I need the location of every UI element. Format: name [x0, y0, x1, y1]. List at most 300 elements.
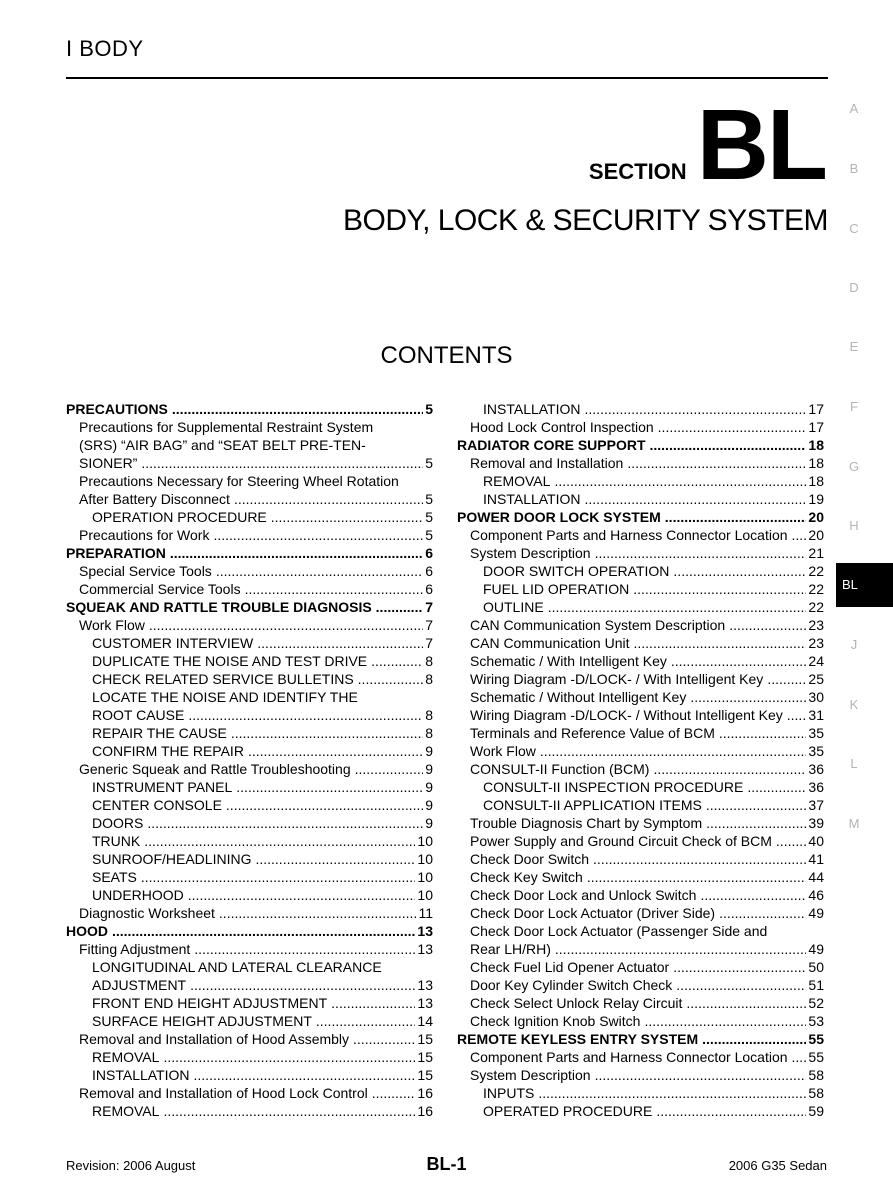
toc-leader-dots: [144, 832, 415, 850]
toc-entry[interactable]: [457, 1102, 824, 1120]
toc-entry-title: SURFACE HEIGHT ADJUSTMENT: [92, 1013, 312, 1029]
toc-entry-page: 30: [808, 689, 824, 705]
section-index-tab-m[interactable]: M: [848, 816, 860, 831]
toc-entry[interactable]: [66, 670, 433, 688]
toc-entry[interactable]: [66, 454, 433, 472]
toc-entry[interactable]: [457, 904, 824, 922]
toc-entry[interactable]: [457, 472, 824, 490]
toc-entry-page: 8: [425, 707, 433, 723]
toc-entry-title: PREPARATION: [66, 545, 166, 561]
section-code: BL: [696, 89, 826, 201]
toc-entry-page: 5: [425, 401, 433, 417]
toc-entry-title: Schematic / Without Intelligent Key: [470, 689, 687, 705]
toc-entry-title: Diagnostic Worksheet: [79, 905, 215, 921]
toc-leader-dots: [554, 472, 806, 490]
toc-leader-dots: [371, 652, 423, 670]
toc-entry-title: Check Fuel Lid Opener Actuator: [470, 959, 670, 975]
section-index-tab-h[interactable]: H: [849, 518, 859, 533]
toc-entry-title: OPERATED PROCEDURE: [483, 1103, 653, 1119]
toc-entry-page: 40: [808, 833, 824, 849]
toc-entry-title: FUEL LID OPERATION: [483, 581, 630, 597]
toc-entry[interactable]: [457, 436, 824, 454]
page-number: BL-1: [426, 1154, 467, 1174]
toc-entry-page: 6: [425, 563, 433, 579]
toc-leader-dots: [245, 580, 424, 598]
toc-entry: [66, 688, 433, 706]
toc-entry: [66, 958, 433, 976]
toc-entry-title: CAN Communication System Description: [470, 617, 726, 633]
toc-entry-title: Terminals and Reference Value of BCM: [470, 725, 715, 741]
toc-entry-title: SUNROOF/HEADLINING: [92, 851, 252, 867]
toc-entry: [457, 922, 824, 940]
toc-entry-title: Check Key Switch: [470, 869, 583, 885]
toc-entry-title: System Description: [470, 1067, 591, 1083]
toc-entry[interactable]: [66, 778, 433, 796]
toc-entry-title: (SRS) “AIR BAG” and “SEAT BELT PRE-TEN-: [79, 437, 366, 453]
toc-entry[interactable]: [457, 814, 824, 832]
toc-leader-dots: [194, 1066, 416, 1084]
toc-entry-title: PRECAUTIONS: [66, 401, 168, 417]
toc-entry[interactable]: [457, 760, 824, 778]
toc-entry[interactable]: [457, 778, 824, 796]
toc-entry[interactable]: [457, 670, 824, 688]
toc-entry-page: 24: [808, 653, 824, 669]
toc-leader-dots: [190, 976, 415, 994]
toc-entry-page: 20: [808, 509, 824, 525]
toc-leader-dots: [650, 436, 807, 454]
toc-leader-dots: [141, 868, 416, 886]
toc-entry-page: 31: [808, 707, 824, 723]
toc-entry-page: 22: [808, 581, 824, 597]
toc-entry-page: 25: [808, 671, 824, 687]
toc-entry[interactable]: [457, 634, 824, 652]
toc-entry-title: Component Parts and Harness Connector Location: [470, 527, 788, 543]
toc-leader-dots: [729, 616, 806, 634]
toc-entry[interactable]: [457, 400, 824, 418]
toc-entry-title: Fitting Adjustment: [79, 941, 191, 957]
toc-leader-dots: [644, 1012, 806, 1030]
toc-leader-dots: [792, 1048, 807, 1066]
toc-entry-page: 49: [808, 941, 824, 957]
toc-entry-page: 18: [808, 455, 824, 471]
toc-leader-dots: [163, 1048, 415, 1066]
toc-entry-title: REMOVAL: [92, 1049, 160, 1065]
toc-leader-dots: [172, 400, 423, 418]
toc-entry-page: 8: [425, 725, 433, 741]
toc-entry-title: Wiring Diagram -D/LOCK- / With Intelligent Key: [470, 671, 764, 687]
toc-entry-page: 11: [418, 905, 433, 921]
toc-entry-title: Check Door Switch: [470, 851, 590, 867]
toc-entry-page: 18: [808, 473, 824, 489]
toc-entry-page: 52: [808, 995, 824, 1011]
toc-entry-page: 46: [808, 887, 824, 903]
toc-leader-dots: [673, 562, 806, 580]
toc-entry-title: Wiring Diagram -D/LOCK- / Without Intelligent Key: [470, 707, 783, 723]
toc-entry[interactable]: [457, 688, 824, 706]
toc-entry-page: 23: [808, 635, 824, 651]
toc-entry-title: Rear LH/RH): [470, 941, 551, 957]
toc-entry-title: SQUEAK AND RATTLE TROUBLE DIAGNOSIS: [66, 599, 372, 615]
toc-entry[interactable]: [457, 850, 824, 868]
toc-entry-title: Trouble Diagnosis Chart by Symptom: [470, 815, 703, 831]
toc-entry[interactable]: [457, 1084, 824, 1102]
toc-leader-dots: [219, 904, 417, 922]
toc-entry-page: 15: [417, 1049, 433, 1065]
toc-leader-dots: [587, 868, 807, 886]
toc-leader-dots: [149, 616, 423, 634]
toc-leader-dots: [555, 940, 807, 958]
toc-leader-dots: [706, 814, 806, 832]
toc-entry: [66, 436, 433, 454]
toc-entry-page: 7: [425, 617, 433, 633]
toc-entry-title: CONSULT-II APPLICATION ITEMS: [483, 797, 702, 813]
toc-entry[interactable]: [66, 868, 433, 886]
toc-entry-page: 13: [417, 977, 433, 993]
toc-entry-page: 15: [417, 1031, 433, 1047]
section-index-tab-f[interactable]: F: [850, 399, 858, 414]
toc-entry-page: 55: [808, 1049, 824, 1065]
toc-entry: [66, 418, 433, 436]
toc-entry-title: DOOR SWITCH OPERATION: [483, 563, 670, 579]
toc-entry[interactable]: [66, 850, 433, 868]
toc-leader-dots: [188, 886, 416, 904]
toc-leader-dots: [141, 454, 423, 472]
toc-entry-title: CONFIRM THE REPAIR: [92, 743, 244, 759]
toc-entry-title: Commercial Service Tools: [79, 581, 241, 597]
toc-leader-dots: [585, 490, 807, 508]
toc-entry-page: 37: [808, 797, 824, 813]
toc-entry-page: 13: [417, 941, 433, 957]
section-index-tab-g[interactable]: G: [848, 459, 860, 474]
toc-entry-page: 51: [808, 977, 824, 993]
toc-entry-title: Removal and Installation of Hood Lock Control: [79, 1085, 368, 1101]
toc-leader-dots: [271, 508, 423, 526]
toc-entry[interactable]: [457, 958, 824, 976]
toc-entry-page: 13: [417, 923, 433, 939]
toc-leader-dots: [656, 1102, 806, 1120]
toc-leader-dots: [671, 652, 807, 670]
toc-entry[interactable]: [457, 616, 824, 634]
toc-leader-dots: [792, 526, 807, 544]
toc-entry-title: CENTER CONSOLE: [92, 797, 222, 813]
toc-entry-page: 58: [808, 1085, 824, 1101]
toc-entry[interactable]: [66, 796, 433, 814]
toc-entry-title: INSTALLATION: [483, 401, 581, 417]
toc-entry[interactable]: [457, 706, 824, 724]
toc-entry-title: OUTLINE: [483, 599, 544, 615]
toc-leader-dots: [355, 760, 424, 778]
toc-entry-page: 14: [417, 1013, 433, 1029]
toc-entry[interactable]: [457, 652, 824, 670]
toc-entry[interactable]: [66, 760, 433, 778]
toc-entry-page: 10: [417, 851, 433, 867]
toc-leader-dots: [236, 778, 423, 796]
toc-entry[interactable]: [457, 724, 824, 742]
toc-entry-page: 44: [808, 869, 824, 885]
toc-entry[interactable]: [457, 490, 824, 508]
toc-entry-page: 7: [425, 635, 433, 651]
toc-entry-title: CONSULT-II INSPECTION PROCEDURE: [483, 779, 744, 795]
toc-entry-title: Precautions for Supplemental Restraint System: [79, 419, 374, 435]
toc-entry-page: 6: [425, 545, 433, 561]
toc-entry[interactable]: [66, 904, 433, 922]
toc-leader-dots: [633, 580, 806, 598]
toc-entry-title: Generic Squeak and Rattle Troubleshooting: [79, 761, 351, 777]
toc-entry-title: INSTALLATION: [92, 1067, 190, 1083]
toc-entry[interactable]: [457, 580, 824, 598]
toc-leader-dots: [248, 742, 423, 760]
toc-entry-title: INSTRUMENT PANEL: [92, 779, 233, 795]
toc-entry[interactable]: [66, 706, 433, 724]
toc-entry-page: 13: [417, 995, 433, 1011]
toc-entry-title: Power Supply and Ground Circuit Check of BCM: [470, 833, 772, 849]
toc-leader-dots: [676, 976, 806, 994]
toc-entry-page: 9: [425, 761, 433, 777]
toc-entry-title: Removal and Installation of Hood Assembly: [79, 1031, 350, 1047]
toc-entry-page: 5: [425, 509, 433, 525]
toc-entry[interactable]: [66, 940, 433, 958]
toc-entry-title: CAN Communication Unit: [470, 635, 630, 651]
toc-leader-dots: [112, 922, 415, 940]
toc-leader-dots: [538, 1084, 806, 1102]
toc-leader-dots: [226, 796, 423, 814]
toc-leader-dots: [188, 706, 423, 724]
toc-leader-dots: [719, 904, 806, 922]
toc-entry[interactable]: [457, 1012, 824, 1030]
toc-entry[interactable]: [66, 544, 433, 562]
toc-entry-page: 22: [808, 563, 824, 579]
toc-leader-dots: [595, 544, 807, 562]
toc-leader-dots: [627, 454, 806, 472]
running-header: I BODY: [66, 36, 144, 61]
toc-entry[interactable]: [66, 1012, 433, 1030]
toc-leader-dots: [690, 688, 806, 706]
toc-entry-page: 55: [808, 1031, 824, 1047]
toc-entry[interactable]: [457, 742, 824, 760]
toc-entry[interactable]: [66, 922, 433, 940]
toc-leader-dots: [747, 778, 806, 796]
toc-leader-dots: [540, 742, 807, 760]
toc-entry-page: 16: [417, 1085, 433, 1101]
toc-entry-page: 17: [808, 401, 824, 417]
toc-entry-page: 53: [808, 1013, 824, 1029]
toc-entry-title: LONGITUDINAL AND LATERAL CLEARANCE: [92, 959, 382, 975]
toc-entry-page: 5: [425, 491, 433, 507]
toc-entry[interactable]: [66, 562, 433, 580]
toc-entry-page: 36: [808, 761, 824, 777]
section-index-tab-bl[interactable]: BL: [836, 563, 893, 607]
toc-leader-dots: [595, 1066, 807, 1084]
toc-entry-title: RADIATOR CORE SUPPORT: [457, 437, 646, 453]
toc-leader-dots: [787, 706, 807, 724]
toc-entry-title: OPERATION PROCEDURE: [92, 509, 267, 525]
toc-entry[interactable]: [457, 994, 824, 1012]
toc-entry[interactable]: [66, 832, 433, 850]
toc-leader-dots: [376, 598, 424, 616]
toc-entry[interactable]: [66, 526, 433, 544]
toc-entry-title: Removal and Installation: [470, 455, 624, 471]
toc-entry-title: System Description: [470, 545, 591, 561]
toc-entry[interactable]: [66, 814, 433, 832]
toc-leader-dots: [634, 634, 807, 652]
toc-entry-page: 59: [808, 1103, 824, 1119]
toc-entry-title: Special Service Tools: [79, 563, 212, 579]
toc-leader-dots: [706, 796, 807, 814]
toc-entry[interactable]: [66, 598, 433, 616]
toc-entry-title: DUPLICATE THE NOISE AND TEST DRIVE: [92, 653, 368, 669]
toc-entry[interactable]: [457, 562, 824, 580]
toc-entry-page: 18: [808, 437, 824, 453]
toc-leader-dots: [163, 1102, 415, 1120]
toc-entry[interactable]: [457, 868, 824, 886]
toc-entry[interactable]: [457, 544, 824, 562]
toc-entry[interactable]: [66, 1102, 433, 1120]
toc-entry-title: ADJUSTMENT: [92, 977, 187, 993]
contents-title: CONTENTS: [380, 342, 513, 369]
section-index-tab-c[interactable]: C: [849, 221, 859, 236]
toc-entry-page: 19: [808, 491, 824, 507]
toc-entry[interactable]: [66, 724, 433, 742]
toc-leader-dots: [665, 508, 807, 526]
toc-entry-title: DOORS: [92, 815, 144, 831]
toc-entry-page: 8: [425, 671, 433, 687]
section-index-tab-a[interactable]: A: [849, 101, 859, 116]
toc-entry[interactable]: [457, 1048, 824, 1066]
toc-entry[interactable]: [457, 526, 824, 544]
toc-entry-title: After Battery Disconnect: [79, 491, 230, 507]
toc-entry[interactable]: [66, 400, 433, 418]
toc-entry-title: REMOVAL: [92, 1103, 160, 1119]
toc-entry-page: 7: [425, 599, 433, 615]
toc-leader-dots: [585, 400, 807, 418]
toc-entry-page: 15: [417, 1067, 433, 1083]
toc-entry[interactable]: [457, 940, 824, 958]
toc-entry-page: 5: [425, 455, 433, 471]
toc-leader-dots: [255, 850, 415, 868]
toc-entry-title: Check Door Lock Actuator (Driver Side): [470, 905, 716, 921]
toc-entry[interactable]: [457, 454, 824, 472]
toc-entry-title: Precautions for Work: [79, 527, 210, 543]
toc-entry-title: FRONT END HEIGHT ADJUSTMENT: [92, 995, 328, 1011]
toc-entry-title: Component Parts and Harness Connector Location: [470, 1049, 788, 1065]
toc-entry[interactable]: [66, 580, 433, 598]
toc-leader-dots: [673, 958, 806, 976]
header-rule: [66, 77, 828, 79]
toc-entry[interactable]: [457, 976, 824, 994]
toc-right-column: [457, 400, 824, 1120]
toc-entry-title: REMOTE KEYLESS ENTRY SYSTEM: [457, 1031, 699, 1047]
toc-entry-title: ROOT CAUSE: [92, 707, 185, 723]
toc-entry-title: SIONER”: [79, 455, 138, 471]
toc-entry[interactable]: [66, 652, 433, 670]
toc-entry-page: 10: [417, 833, 433, 849]
toc-entry-title: UNDERHOOD: [92, 887, 184, 903]
section-index-tab-d[interactable]: D: [849, 280, 859, 295]
toc-entry-title: Door Key Cylinder Switch Check: [470, 977, 673, 993]
toc-entry-page: 8: [425, 653, 433, 669]
toc-leader-dots: [358, 670, 424, 688]
toc-leader-dots: [372, 1084, 416, 1102]
section-index-tab-k[interactable]: K: [849, 697, 859, 712]
section-subtitle: BODY, LOCK & SECURITY SYSTEM: [342, 204, 828, 237]
toc-entry-page: 9: [425, 779, 433, 795]
toc-entry[interactable]: [66, 490, 433, 508]
toc-entry-title: SEATS: [92, 869, 137, 885]
toc-entry-title: CUSTOMER INTERVIEW: [92, 635, 254, 651]
section-index-tab-l[interactable]: L: [850, 756, 858, 771]
toc-entry[interactable]: [66, 1084, 433, 1102]
toc-entry-title: Check Door Lock Actuator (Passenger Side and: [470, 923, 768, 939]
toc-entry[interactable]: [457, 1066, 824, 1084]
toc-entry[interactable]: [66, 1030, 433, 1048]
toc-entry-page: 50: [808, 959, 824, 975]
toc-leader-dots: [170, 544, 423, 562]
toc-leader-dots: [216, 562, 423, 580]
section-heading: [588, 89, 826, 201]
toc-leader-dots: [776, 832, 807, 850]
section-index-tab-j[interactable]: J: [850, 637, 858, 652]
section-index-tab-e[interactable]: E: [849, 339, 859, 354]
toc-entry-title: Check Door Lock and Unlock Switch: [470, 887, 697, 903]
toc-leader-dots: [767, 670, 806, 688]
toc-entry-title: Check Ignition Knob Switch: [470, 1013, 641, 1029]
toc-leader-dots: [548, 598, 807, 616]
toc-entry-title: POWER DOOR LOCK SYSTEM: [457, 509, 661, 525]
toc-entry-title: HOOD: [66, 923, 108, 939]
toc-entry[interactable]: [66, 1048, 433, 1066]
toc-entry[interactable]: [457, 418, 824, 436]
toc-entry[interactable]: [66, 994, 433, 1012]
toc-entry[interactable]: [66, 886, 433, 904]
toc-entry[interactable]: [457, 598, 824, 616]
toc-entry[interactable]: [457, 1030, 824, 1048]
toc-leader-dots: [147, 814, 423, 832]
toc-entry[interactable]: [66, 742, 433, 760]
toc-entry-page: 10: [417, 887, 433, 903]
toc-leader-dots: [234, 490, 423, 508]
toc-entry[interactable]: [457, 886, 824, 904]
toc-leader-dots: [353, 1030, 415, 1048]
toc-leader-dots: [719, 724, 807, 742]
toc-entry[interactable]: [66, 616, 433, 634]
toc-leader-dots: [593, 850, 806, 868]
toc-entry-page: 9: [425, 815, 433, 831]
toc-entry-page: 20: [808, 527, 824, 543]
toc-entry-page: 16: [417, 1103, 433, 1119]
toc-entry-page: 9: [425, 743, 433, 759]
toc-entry-title: CONSULT-II Function (BCM): [470, 761, 650, 777]
toc-entry-title: INPUTS: [483, 1085, 535, 1101]
toc-entry-title: Schematic / With Intelligent Key: [470, 653, 667, 669]
toc-left-column: [66, 400, 433, 1120]
toc-entry-title: REPAIR THE CAUSE: [92, 725, 227, 741]
toc-entry[interactable]: [66, 634, 433, 652]
toc-entry-page: 9: [425, 797, 433, 813]
toc-leader-dots: [257, 634, 423, 652]
toc-entry[interactable]: [66, 508, 433, 526]
toc-entry[interactable]: [457, 508, 824, 526]
toc-entry[interactable]: [66, 1066, 433, 1084]
toc-entry-title: Check Select Unlock Relay Circuit: [470, 995, 683, 1011]
toc-entry[interactable]: [457, 796, 824, 814]
section-index-tab-b[interactable]: B: [849, 161, 859, 176]
toc-entry[interactable]: [457, 832, 824, 850]
toc-leader-dots: [331, 994, 415, 1012]
toc-entry-page: 49: [808, 905, 824, 921]
toc-entry-page: 41: [808, 851, 824, 867]
toc-leader-dots: [653, 760, 806, 778]
toc-entry[interactable]: [66, 976, 433, 994]
